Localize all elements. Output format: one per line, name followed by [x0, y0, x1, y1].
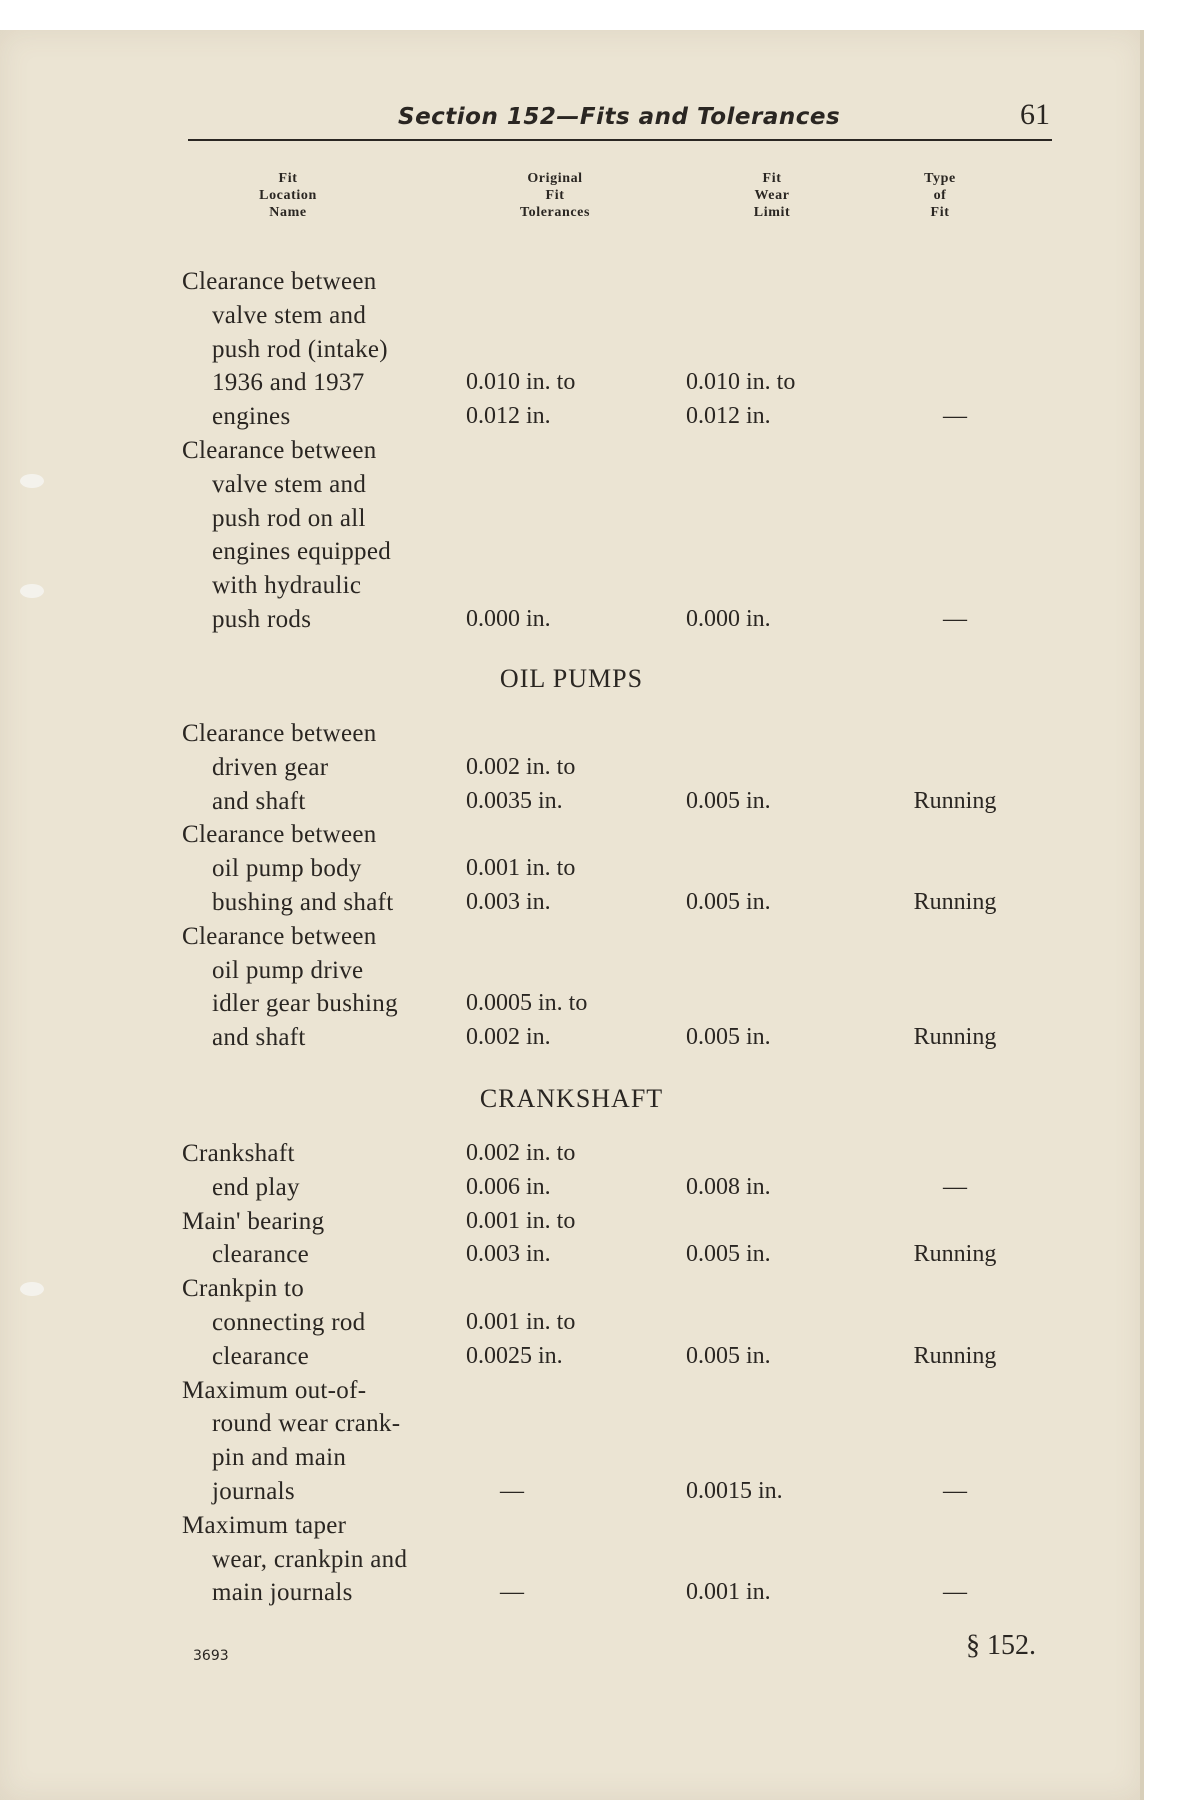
- fit-location-name: [182, 1137, 300, 1205]
- wear-limit: 0.001 in.: [686, 1579, 771, 1606]
- name-line: Clearance between: [182, 268, 377, 295]
- wear-limit: 0.005 in.: [686, 787, 771, 814]
- page-header: [188, 98, 1052, 138]
- fit-location-name: [182, 1509, 407, 1610]
- name-line: oil pump drive: [212, 956, 364, 984]
- name-line: Clearance between: [182, 437, 377, 464]
- fit-location-name: [182, 717, 377, 818]
- wear-limit: 0.000 in.: [686, 606, 771, 632]
- original-tolerance: 0.002 in. to 0.0035 in.: [466, 753, 576, 814]
- original-tolerance: —: [500, 1477, 524, 1504]
- header-rule: [188, 139, 1052, 141]
- col-head-original: Original Fit Tolerances: [519, 171, 591, 220]
- name-line: with hydraulic: [212, 572, 362, 600]
- col-head-type: Type of Fit: [924, 171, 956, 220]
- name-line: pin and main: [212, 1444, 347, 1472]
- table-row: [0, 1272, 1143, 1373]
- table-row: [0, 265, 1143, 434]
- fit-location-name: [182, 1272, 365, 1373]
- fit-location-name: [182, 265, 388, 434]
- name-line: oil pump body: [212, 855, 362, 883]
- type-of-fit: Running: [913, 1024, 997, 1051]
- fit-location-name: [182, 818, 393, 919]
- type-of-fit: Running: [913, 1241, 997, 1268]
- fit-location-name: [182, 1374, 400, 1509]
- name-line: journals: [212, 1477, 295, 1505]
- type-of-fit: —: [943, 1579, 967, 1606]
- section-heading-oil-pumps: OIL PUMPS: [499, 664, 644, 693]
- name-line: round wear crank-: [212, 1410, 401, 1438]
- original-tolerance: 0.001 in. to 0.0025 in.: [466, 1308, 576, 1369]
- table-row: [0, 1509, 1143, 1610]
- name-line: and shaft: [212, 787, 306, 815]
- table-row: [0, 434, 1143, 637]
- table-row: [0, 818, 1143, 919]
- name-line: main journals: [212, 1579, 353, 1607]
- wear-limit: 0.005 in.: [686, 1024, 771, 1051]
- type-of-fit: Running: [913, 888, 997, 915]
- name-line: and shaft: [212, 1024, 306, 1052]
- footer-section-ref: § 152.: [966, 1630, 1036, 1661]
- name-line: valve stem and: [212, 470, 367, 498]
- table-row: [0, 1374, 1143, 1509]
- wear-limit: 0.008 in.: [686, 1173, 771, 1200]
- name-line: Crankshaft: [182, 1140, 295, 1167]
- name-line: Clearance between: [182, 720, 377, 747]
- type-of-fit: —: [943, 1173, 967, 1200]
- name-line: Clearance between: [182, 922, 377, 950]
- name-line: Clearance between: [182, 821, 377, 849]
- name-line: engines: [212, 403, 291, 431]
- type-of-fit: Running: [913, 1342, 997, 1369]
- name-line: Maximum taper: [182, 1511, 347, 1539]
- type-of-fit: —: [943, 403, 967, 430]
- name-line: push rods: [212, 605, 312, 633]
- name-line: Maximum out-of-: [182, 1376, 367, 1404]
- fit-location-name: [182, 920, 398, 1055]
- name-line: idler gear bushing: [212, 990, 398, 1018]
- wear-limit: 0.0015 in.: [686, 1477, 783, 1504]
- name-line: driven gear: [212, 753, 329, 781]
- name-line: connecting rod: [212, 1308, 366, 1336]
- name-line: clearance: [212, 1241, 310, 1269]
- original-tolerance: 0.0005 in. to 0.002 in.: [466, 990, 588, 1051]
- name-line: Crankpin to: [182, 1275, 305, 1303]
- name-line: valve stem and: [212, 301, 367, 329]
- name-line: bushing and shaft: [212, 888, 394, 916]
- original-tolerance: 0.010 in. to 0.012 in.: [466, 369, 576, 430]
- original-tolerance: 0.002 in. to 0.006 in.: [466, 1140, 576, 1200]
- col-head-name: Fit Location Name: [259, 171, 317, 220]
- name-line: 1936 and 1937: [212, 369, 365, 397]
- name-line: push rod (intake): [212, 335, 388, 363]
- type-of-fit: —: [943, 1477, 967, 1504]
- name-line: engines equipped: [212, 538, 392, 566]
- name-line: wear, crankpin and: [212, 1545, 408, 1573]
- wear-limit: 0.005 in.: [686, 888, 771, 915]
- name-line: clearance: [212, 1342, 310, 1370]
- section-heading-crankshaft: CRANKSHAFT: [479, 1084, 664, 1113]
- page-number: 61: [1020, 98, 1050, 131]
- footer-code: 3693: [193, 1648, 229, 1664]
- fit-location-name: [182, 1205, 324, 1273]
- fit-location-name: [182, 434, 391, 637]
- table-row: [0, 717, 1143, 818]
- name-line: push rod on all: [212, 504, 366, 532]
- wear-limit: 0.010 in. to 0.012 in.: [686, 369, 796, 430]
- original-tolerance: 0.001 in. to 0.003 in.: [466, 855, 576, 915]
- name-line: Main' bearing: [182, 1207, 325, 1235]
- original-tolerance: —: [500, 1579, 524, 1606]
- type-of-fit: Running: [913, 787, 997, 814]
- table-row: [0, 1137, 1143, 1205]
- table-row: [0, 920, 1143, 1055]
- type-of-fit: —: [943, 606, 967, 632]
- original-tolerance: 0.000 in.: [466, 606, 551, 632]
- wear-limit: 0.005 in.: [686, 1241, 771, 1268]
- col-head-wear: Fit Wear Limit: [753, 171, 791, 220]
- table-row: [0, 1205, 1143, 1273]
- name-line: end play: [212, 1173, 300, 1201]
- wear-limit: 0.005 in.: [686, 1342, 771, 1369]
- original-tolerance: 0.001 in. to 0.003 in.: [466, 1207, 576, 1268]
- section-title: Section 152—Fits and Tolerances: [398, 104, 841, 130]
